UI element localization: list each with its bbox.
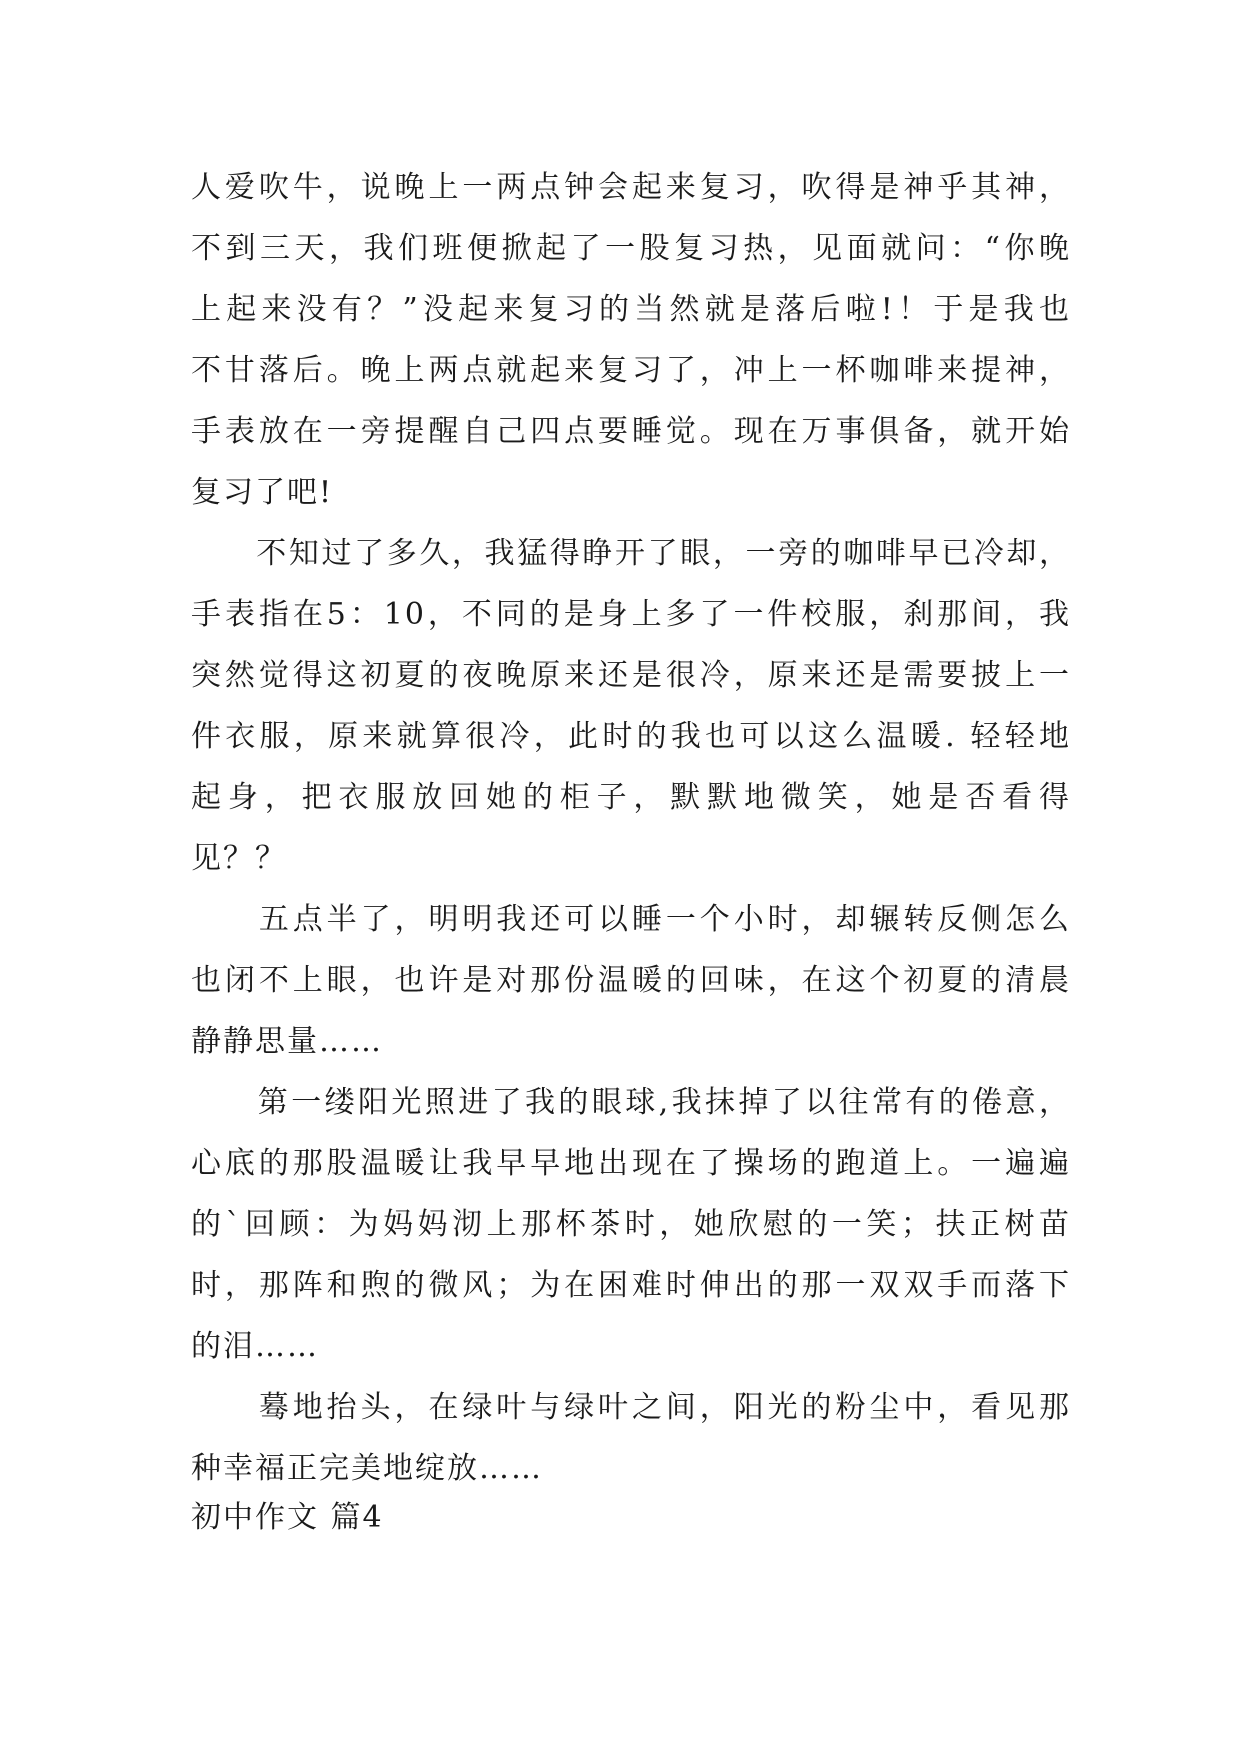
paragraph-2-line-6: 见？？	[191, 841, 287, 876]
paragraph-1-line-6: 复习了吧!	[191, 475, 334, 510]
paragraph-1-line-3: 上起来没有？”没起来复习的当然就是落后啦!！于是我也	[191, 292, 1071, 327]
paragraph-3-line-3: 静静思量……	[191, 1024, 383, 1059]
paragraph-5-line-2: 种幸福正完美地绽放……	[191, 1451, 543, 1486]
paragraph-3-line-2: 也闭不上眼，也许是对那份温暖的回味，在这个初夏的清晨	[191, 963, 1071, 998]
paragraph-4-line-2: 心底的那股温暖让我早早地出现在了操场的跑道上。一遍遍	[191, 1146, 1071, 1181]
paragraph-1-line-1: 人爱吹牛，说晚上一两点钟会起来复习，吹得是神乎其神，	[191, 170, 1071, 205]
paragraph-1-line-5: 手表放在一旁提醒自己四点要睡觉。现在万事俱备，就开始	[191, 414, 1071, 449]
paragraph-2-line-2: 手表指在5：10，不同的是身上多了一件校服，刹那间，我	[191, 597, 1071, 632]
paragraph-2-line-3: 突然觉得这初夏的夜晚原来还是很冷，原来还是需要披上一	[191, 658, 1071, 693]
paragraph-2-line-4: 件衣服，原来就算很冷，此时的我也可以这么温暖. 轻轻地	[191, 719, 1071, 754]
paragraph-4-line-1: 第一缕阳光照进了我的眼球,我抹掉了以往常有的倦意，	[191, 1085, 1071, 1120]
paragraph-2-line-5: 起身，把衣服放回她的柜子，默默地微笑，她是否看得	[191, 780, 1071, 815]
paragraph-4-line-3: 的`回顾：为妈妈沏上那杯茶时，她欣慰的一笑；扶正树苗	[191, 1207, 1071, 1242]
paragraph-1-line-2: 不到三天，我们班便掀起了一股复习热，见面就问：“你晚	[191, 231, 1071, 266]
paragraph-3-line-1: 五点半了，明明我还可以睡一个小时，却辗转反侧怎么	[191, 902, 1071, 937]
paragraph-1-line-4: 不甘落后。晚上两点就起来复习了，冲上一杯咖啡来提神，	[191, 353, 1071, 388]
paragraph-4-line-5: 的泪……	[191, 1329, 319, 1364]
section-heading: 初中作文 篇4	[191, 1500, 384, 1535]
paragraph-5-line-1: 蓦地抬头，在绿叶与绿叶之间，阳光的粉尘中，看见那	[191, 1390, 1071, 1425]
paragraph-2-line-1: 不知过了多久，我猛得睁开了眼，一旁的咖啡早已冷却，	[191, 536, 1071, 571]
paragraph-4-line-4: 时，那阵和煦的微风；为在困难时伸出的那一双双手而落下	[191, 1268, 1071, 1303]
essay-body	[191, 157, 1071, 1499]
